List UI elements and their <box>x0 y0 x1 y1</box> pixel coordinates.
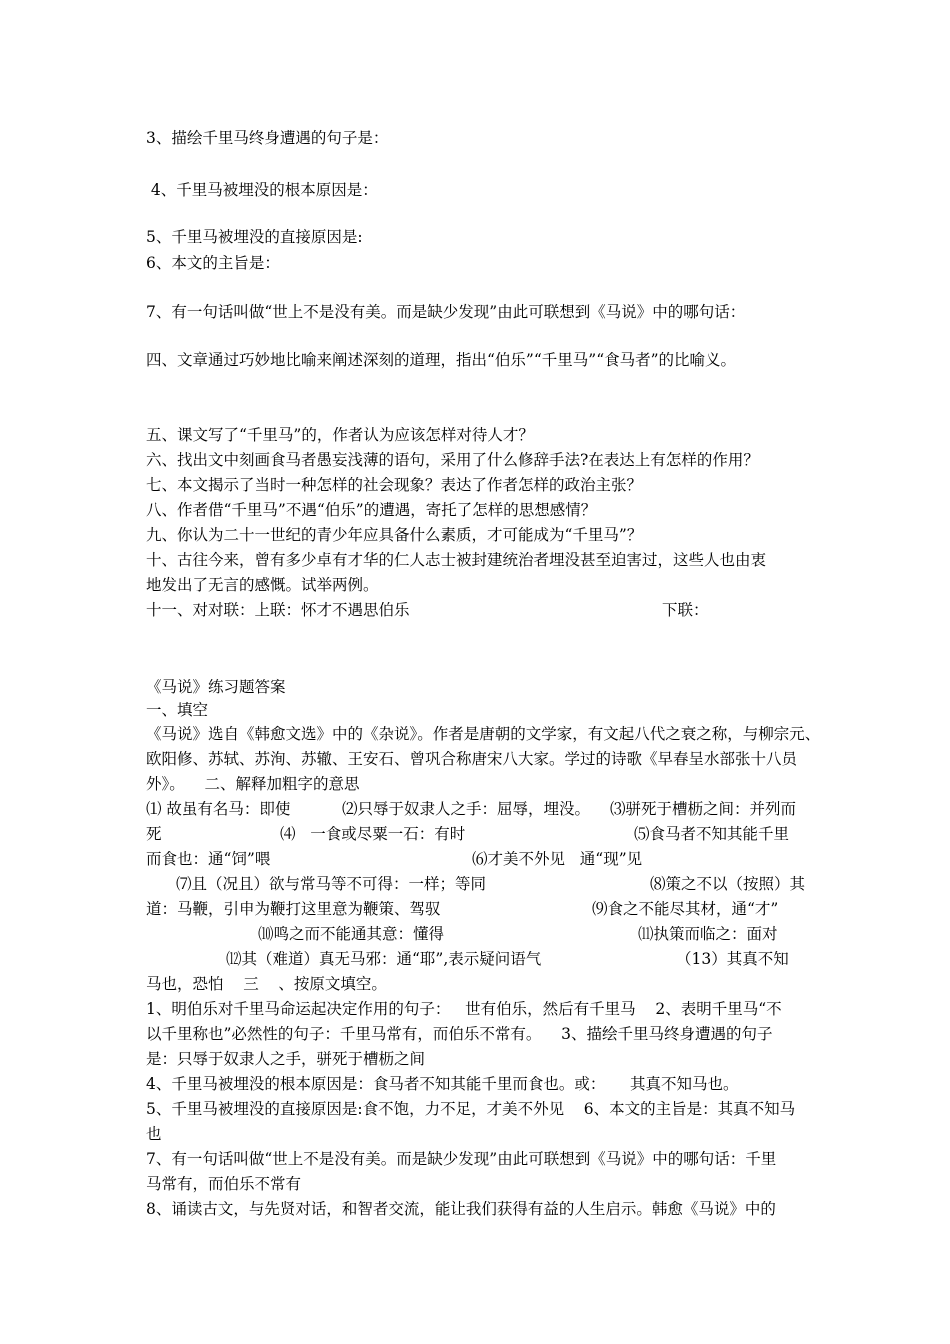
answer-line: ⑽鸣之而不能通其意：懂得 <box>258 925 445 943</box>
answer-line: ⑹才美不外见 通“现”见 <box>472 850 643 868</box>
question-5: 5、千里马被埋没的直接原因是: <box>146 228 363 246</box>
answer-line: 5、千里马被埋没的直接原因是:食不饱，力不足，才美不外见 6、本文的主旨是：其真不知马 <box>146 1100 796 1118</box>
answer-line: 是：只辱于奴隶人之手，骈死于槽枥之间 <box>146 1050 426 1068</box>
section-5: 五、课文写了“千里马”的，作者认为应该怎样对待人才？ <box>146 426 534 444</box>
answer-line: ⑵只辱于奴隶人之手：屈辱，埋没。 <box>342 800 591 818</box>
section-10-line-2: 地发出了无言的感慨。试举两例。 <box>146 576 379 594</box>
answer-line: ⑴ 故虽有名马：即使 <box>146 800 291 818</box>
section-10-line-1: 十、古往今来，曾有多少卓有才华的仁人志士被封建统治者埋没甚至迫害过，这些人也由衷 <box>146 551 767 569</box>
question-3: 3、描绘千里马终身遭遇的句子是： <box>146 129 389 147</box>
section-4: 四、文章通过巧妙地比喻来阐述深刻的道理，指出“伯乐”“千里马”“食马者”的比喻义。 <box>146 351 737 369</box>
answer-line: ⑺且（况且）欲与常马等不可得：一样；等同 <box>176 875 487 893</box>
answer-line: ⑶骈死于槽枥之间：并列而 <box>610 800 797 818</box>
answer-line: ⑿其（难道）真无马邪：通“耶”,表示疑问语气 <box>226 950 542 968</box>
section-8: 八、作者借“千里马”不遇“伯乐”的遭遇，寄托了怎样的思想感情？ <box>146 501 597 519</box>
answer-line: ⑸食马者不知其能千里 <box>634 825 790 843</box>
question-6: 6、本文的主旨是： <box>146 254 280 272</box>
section-9: 九、你认为二十一世纪的青少年应具备什么素质，才可能成为“千里马”？ <box>146 526 643 544</box>
answer-line: 也 <box>146 1125 162 1143</box>
answer-line: 《马说》选自《韩愈文选》中的《杂说》。作者是唐朝的文学家，有文起八代之衰之称，与柳宗元、 <box>146 725 821 743</box>
answer-line: 1、明伯乐对千里马命运起决定作用的句子： 世有伯乐，然后有千里马 2、表明千里马“不 <box>146 1000 782 1018</box>
answer-line: ⑻策之不以（按照）其 <box>650 875 806 893</box>
answer-line: 马也，恐怕 三 、按原文填空。 <box>146 975 387 993</box>
section-6: 六、找出文中刻画食马者愚妄浅薄的语句，采用了什么修辞手法?在表达上有怎样的作用？ <box>146 451 759 469</box>
question-7: 7、有一句话叫做“世上不是没有美。而是缺少发现”由此可联想到《马说》中的哪句话： <box>146 303 746 321</box>
answer-line: ⑾执策而临之：面对 <box>638 925 778 943</box>
answers-title: 《马说》练习题答案 <box>146 678 286 696</box>
answer-line: 外》。 二、解释加粗字的意思 <box>146 775 360 793</box>
answer-line: 欧阳修、苏轼、苏洵、苏辙、王安石、曾巩合称唐宋八大家。学过的诗歌《早春呈水部张十八员 <box>146 750 798 768</box>
answer-line: ⑼食之不能尽其材，通“才” <box>592 900 779 918</box>
section-11-lower: 下联： <box>662 601 709 619</box>
answer-line: （13）其真不知 <box>676 950 789 968</box>
answer-line: 以千里称也”必然性的句子：千里马常有，而伯乐不常有。 3、描绘千里马终身遭遇的句子 <box>146 1025 773 1043</box>
question-4: 4、千里马被埋没的根本原因是： <box>146 181 378 199</box>
answer-line: 道：马鞭，引申为鞭打这里意为鞭策、驾驭 <box>146 900 441 918</box>
answer-line: 7、有一句话叫做“世上不是没有美。而是缺少发现”由此可联想到《马说》中的哪句话：千里 <box>146 1150 777 1168</box>
answer-line: 8、诵读古文，与先贤对话，和智者交流，能让我们获得有益的人生启示。韩愈《马说》中的 <box>146 1200 776 1218</box>
answer-line: ⑷ 一食或尽粟一石：有时 <box>280 825 466 843</box>
answer-line: 死 <box>146 825 162 843</box>
section-7: 七、本文揭示了当时一种怎样的社会现象？表达了作者怎样的政治主张？ <box>146 476 643 494</box>
answer-line: 4、千里马被埋没的根本原因是：食马者不知其能千里而食也。或： 其真不知马也。 <box>146 1075 739 1093</box>
answer-line: 马常有，而伯乐不常有 <box>146 1175 302 1193</box>
section-11-upper: 十一、对对联：上联：怀才不遇思伯乐 <box>146 601 410 619</box>
answers-part-1: 一、填空 <box>146 701 209 719</box>
answer-line: 而食也：通“饲”喂 <box>146 850 271 868</box>
